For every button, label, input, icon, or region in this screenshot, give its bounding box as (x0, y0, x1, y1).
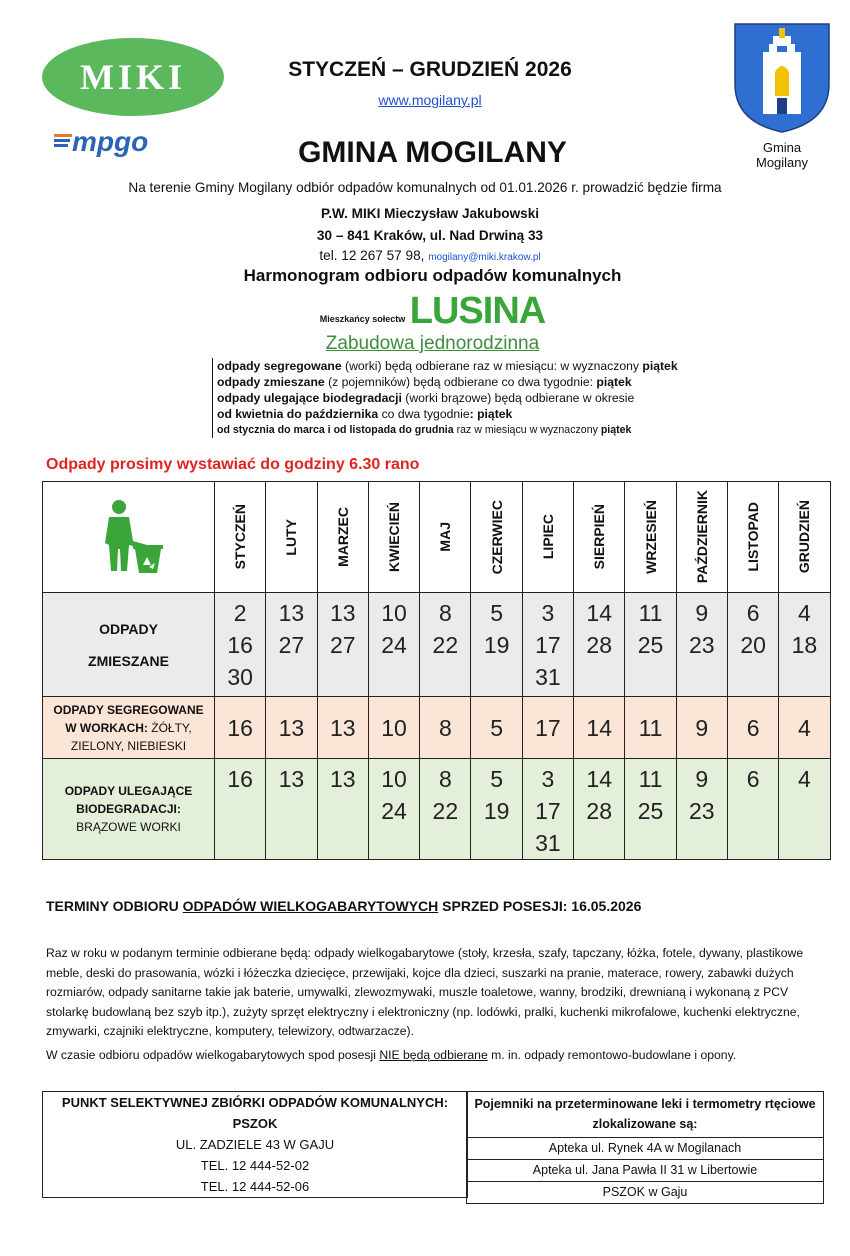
company-address: 30 – 841 Kraków, ul. Nad Drwiną 33 (316, 228, 544, 243)
date-cell (779, 593, 830, 697)
date-cell (625, 697, 676, 759)
date-cell (215, 759, 266, 860)
pickup-day: 19 (483, 632, 510, 658)
coat-of-arms (733, 22, 831, 172)
pszok-title: PUNKT SELEKTYWNEJ ZBIÓRKI ODPADÓW KOMUNALNYCH: (61, 1095, 449, 1110)
date-cell (215, 697, 266, 759)
month-label: MAJ (437, 522, 454, 552)
pickup-day: 25 (637, 632, 664, 658)
pickup-day: 16 (227, 766, 253, 792)
pickup-day: 10 (381, 600, 407, 626)
pszok-address: UL. ZADZIELE 43 W GAJU (175, 1137, 335, 1152)
date-cell (266, 697, 317, 759)
rule-text: (z pojemników) będą odbierane co dwa tygodnie: (324, 375, 597, 389)
pickup-day: 22 (432, 632, 459, 658)
medicine-location-3: PSZOK w Gaju (467, 1181, 823, 1203)
rule-line (217, 374, 757, 390)
month-header (522, 482, 573, 593)
company-email-link[interactable]: mogilany@miki.krakow.pl (428, 252, 541, 263)
row-label (43, 759, 215, 860)
notice-text: Odpady prosimy wystawiać do godziny 6.30 rano (46, 456, 420, 473)
date-cell (522, 697, 573, 759)
intro-text: Na terenie Gminy Mogilany odbiór odpadów komunalnych od 01.01.2026 r. prowadzić będzie firma (128, 180, 722, 195)
company-phone: tel. 12 267 57 98, (319, 248, 425, 263)
rule-day: : piątek (469, 407, 513, 421)
rule-bold: odpady zmieszane (217, 375, 325, 389)
pickup-day: 8 (438, 600, 452, 626)
date-cell (420, 759, 471, 860)
row-label-line-1: ODPADY SEGREGOWANE (53, 702, 204, 717)
rule-bold: odpady segregowane (217, 359, 342, 373)
pickup-day: 31 (535, 830, 561, 856)
date-cell (266, 593, 317, 697)
pickup-day: 9 (695, 600, 709, 626)
month-label: GRUDZIEŃ (796, 500, 813, 574)
pszok-tel-2: TEL. 12 444-52-06 (200, 1179, 310, 1194)
pickup-day: 23 (689, 798, 715, 824)
rule-line (217, 390, 757, 406)
row-label-main: W WORKACH: (65, 720, 152, 735)
medicine-location-2: Apteka ul. Jana Pawła II 31 w Libertowie (467, 1159, 823, 1181)
bulky-description: Raz w roku w podanym terminie odbierane będą: odpady wielkogabarytowe (stoły, krzesła, szafy, tapczany, łóżka, fotele, dywany, plastikowe meble, deski do prasowania, wózki i łóżeczka dziecięce, przewijaki, kojce dla dzieci, suszarki na pranie, materace, rowery, zabawki dużych rozmiarów, odpady sanitarne takie jak baterie, umywalki, zlewozmywaki, muszle toaletowe, wanny, brodziki, drewnianą i wykonaną z PCV stolarkę budowlaną bez szyb itp.), zużyty sprzęt elektryczny i elektroniczny (np. lodówki, pralki, kuchenki mikrofalowe, kuchenki elektryczne, zmywarki, czajniki elektryczne, komputery, telewizory, odtwarzacze). (46, 946, 804, 1038)
pickup-day: 9 (695, 714, 709, 741)
bulky-note (46, 1048, 816, 1062)
pszok-box (42, 1091, 468, 1198)
row-label-main: ZMIESZANE (88, 652, 169, 669)
date-cell (471, 697, 522, 759)
note-suffix: m. in. odpady remontowo-budowlane i opony. (487, 1048, 737, 1062)
month-header (676, 482, 727, 593)
row-label (43, 697, 215, 759)
date-cell (471, 759, 522, 860)
month-label: MARZEC (334, 507, 351, 567)
date-cell (574, 593, 625, 697)
pickup-day: 28 (586, 798, 613, 824)
date-cell (676, 593, 727, 697)
rule-day: piątek (642, 359, 678, 373)
date-cell (266, 759, 317, 860)
miki-logo (41, 37, 225, 117)
pszok-short: PSZOK (232, 1116, 278, 1131)
pickup-day: 13 (329, 600, 356, 626)
row-label-line-3 (43, 818, 214, 836)
table-row (43, 593, 831, 697)
month-header (574, 482, 625, 593)
pickup-day: 16 (227, 632, 253, 658)
note-prefix: W czasie odbioru odpadów wielkogabarytowych spod posesji (46, 1048, 380, 1062)
date-cell (625, 759, 676, 860)
bulky-prefix: TERMINY ODBIORU (46, 898, 183, 914)
mpgo-logo-text: mpgo (72, 126, 149, 157)
company-name: P.W. MIKI Mieczysław Jakubowski (320, 206, 540, 221)
month-header (471, 482, 522, 593)
month-label: PAŹDZIERNIK (693, 490, 710, 584)
rule-line (217, 422, 757, 438)
date-cell (727, 697, 778, 759)
medicine-box (466, 1091, 824, 1204)
date-cell (215, 593, 266, 697)
rule-bold: odpady ulegające biodegradacji (217, 391, 402, 405)
pickup-day: 18 (791, 632, 818, 658)
date-cell (317, 759, 368, 860)
date-cell (625, 593, 676, 697)
pickup-day: 8 (438, 766, 452, 792)
pickup-day: 11 (638, 714, 663, 741)
row-label-line-2 (43, 645, 214, 677)
date-cell (522, 759, 573, 860)
row-label-sub: ŻÓŁTY, ZIELONY, NIEBIESKI (70, 720, 192, 753)
row-label-main: BIODEGRADACJI: (76, 802, 181, 816)
date-cell (368, 697, 419, 759)
pickup-day: 14 (586, 600, 613, 626)
rule-text: (worki brązowe) będą odbierane w okresie (401, 391, 635, 405)
month-label: SIERPIEŃ (591, 504, 608, 570)
pickup-day: 24 (381, 798, 407, 824)
date-cell (727, 759, 778, 860)
rule-text: (worki) będą odbierane raz w miesiącu: w wyznaczony (341, 359, 643, 373)
month-label: LIPIEC (539, 514, 556, 560)
month-header (625, 482, 676, 593)
pickup-day: 17 (535, 714, 561, 741)
pickup-day: 6 (746, 714, 760, 741)
pickup-day: 27 (278, 632, 305, 658)
pickup-day: 14 (586, 766, 613, 792)
pickup-day: 5 (490, 600, 504, 626)
rule-line (217, 358, 757, 374)
pickup-day: 19 (483, 798, 510, 824)
bulky-waste-heading (46, 898, 641, 914)
pickup-day: 10 (381, 714, 407, 741)
row-label-sub: BRĄZOWE WORKI (76, 820, 181, 834)
pickup-day: 10 (381, 766, 407, 792)
pickup-day: 13 (278, 714, 305, 741)
date-cell (420, 593, 471, 697)
month-label: LISTOPAD (745, 502, 762, 572)
pickup-day: 24 (381, 632, 407, 658)
period-title: STYCZEŃ – GRUDZIEŃ 2026 (288, 58, 572, 81)
row-label (43, 593, 215, 697)
date-cell (522, 593, 573, 697)
coa-label-2: Mogilany (755, 155, 809, 170)
month-label: CZERWIEC (488, 499, 505, 575)
date-cell (317, 593, 368, 697)
date-cell (727, 593, 778, 697)
rule-day: piątek (600, 424, 632, 436)
pszok-tel-1: TEL. 12 444-52-02 (200, 1158, 310, 1173)
month-header (317, 482, 368, 593)
pickup-day: 16 (227, 714, 253, 741)
month-header (420, 482, 471, 593)
note-underlined: NIE będą odbierane (379, 1048, 488, 1062)
bulky-suffix: SPRZED POSESJI: 16.05.2026 (438, 898, 642, 914)
month-header (215, 482, 266, 593)
website-link[interactable]: www.mogilany.pl (378, 92, 482, 108)
pickup-day: 13 (278, 600, 305, 626)
pickup-day: 31 (535, 664, 561, 690)
pickup-day: 14 (586, 714, 613, 741)
pickup-day: 5 (490, 714, 504, 741)
pickup-day: 22 (432, 798, 459, 824)
rule-bold: od kwietnia do października (217, 407, 379, 421)
pickup-day: 17 (535, 632, 561, 658)
date-cell (676, 697, 727, 759)
row-label-line-1: ODPADY (99, 620, 158, 637)
pickup-day: 30 (227, 664, 253, 690)
month-label: WRZESIEŃ (642, 500, 659, 574)
date-cell (779, 697, 830, 759)
person-trash-recycle-icon (89, 495, 169, 575)
row-label-line-2 (43, 719, 214, 755)
pickup-day: 8 (438, 714, 452, 741)
village-prefix: Mieszkańcy sołectw (319, 313, 406, 324)
village-name: LUSINA (409, 290, 546, 332)
page-title: GMINA MOGILANY (298, 136, 567, 169)
bulky-underlined: ODPADÓW WIELKOGABARYTOWYCH (182, 898, 439, 914)
table-row (43, 759, 831, 860)
row-label-line-1: ODPADY ULEGAJĄCE (64, 784, 193, 798)
pickup-day: 9 (695, 766, 709, 792)
date-cell (574, 759, 625, 860)
schedule-table (42, 481, 831, 860)
pickup-day: 20 (740, 632, 766, 658)
miki-logo-text: MIKI (80, 57, 186, 97)
pickup-day: 2 (233, 600, 247, 626)
month-header-row (43, 482, 831, 593)
medicine-title: Pojemniki na przeterminowane leki i termometry rtęciowe zlokalizowane są: (474, 1097, 816, 1131)
month-label: KWIECIEŃ (386, 502, 403, 572)
pickup-day: 13 (278, 766, 305, 792)
date-cell (317, 697, 368, 759)
table-corner (43, 482, 215, 593)
rule-line (217, 406, 757, 422)
rule-bold: od stycznia do marca i od listopada do grudnia (217, 424, 454, 436)
mpgo-logo (52, 124, 192, 160)
date-cell (420, 697, 471, 759)
schedule-title: Harmonogram odbioru odpadów komunalnych (243, 266, 622, 285)
pickup-day: 23 (689, 632, 715, 658)
pickup-day: 6 (746, 600, 760, 626)
building-type: Zabudowa jednorodzinna (325, 333, 540, 354)
pickup-day: 3 (541, 766, 555, 792)
pickup-day: 27 (329, 632, 356, 658)
pickup-day: 11 (638, 766, 663, 792)
pickup-day: 17 (535, 798, 561, 824)
company-contact (230, 248, 630, 263)
pickup-day: 5 (490, 766, 504, 792)
pickup-day: 4 (798, 766, 811, 792)
date-cell (368, 759, 419, 860)
pickup-day: 13 (329, 766, 356, 792)
pickup-day: 25 (637, 798, 664, 824)
date-cell (471, 593, 522, 697)
month-header (727, 482, 778, 593)
coa-label-1: Gmina (762, 140, 802, 155)
month-header (368, 482, 419, 593)
castle-tower-icon (733, 22, 831, 134)
pickup-day: 4 (798, 600, 811, 626)
date-cell (676, 759, 727, 860)
month-label: LUTY (283, 518, 300, 556)
month-label: STYCZEŃ (232, 504, 249, 570)
row-label-line-2 (43, 800, 214, 818)
pickup-day: 11 (638, 600, 663, 626)
table-row (43, 697, 831, 759)
pickup-rules (212, 358, 757, 438)
month-header (779, 482, 830, 593)
date-cell (779, 759, 830, 860)
rule-text: raz w miesiącu w wyznaczony (453, 424, 601, 436)
pickup-day: 3 (541, 600, 555, 626)
village-heading (200, 290, 665, 333)
pickup-day: 28 (586, 632, 613, 658)
medicine-location-1: Apteka ul. Rynek 4A w Mogilanach (467, 1137, 823, 1159)
pickup-day: 6 (746, 766, 760, 792)
month-header (266, 482, 317, 593)
pickup-day: 4 (798, 714, 811, 741)
pickup-day: 13 (329, 714, 356, 741)
rule-day: piątek (596, 375, 632, 389)
rule-text: co dwa tygodnie (378, 407, 470, 421)
date-cell (574, 697, 625, 759)
date-cell (368, 593, 419, 697)
coat-of-arms-label (733, 140, 831, 170)
